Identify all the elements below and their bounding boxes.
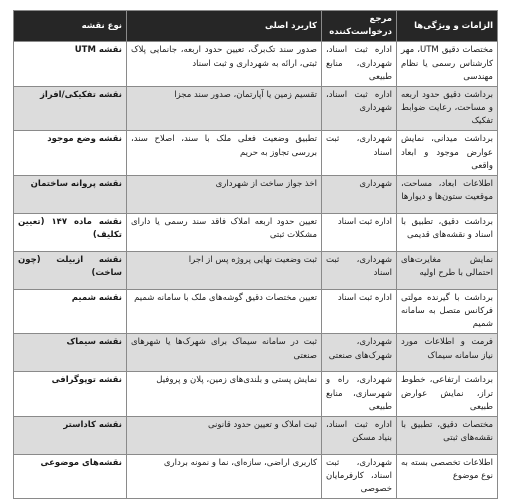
document-page xyxy=(14,10,498,499)
authority-cell: شهرداری، راه و شهرسازی، منابع طبیعی xyxy=(322,372,397,417)
authority-cell: شهرداری xyxy=(322,175,397,213)
table-row xyxy=(14,454,498,499)
authority-cell: شهرداری، ثبت اسناد، کارفرمایان خصوصی xyxy=(322,454,397,499)
usage-cell: صدور سند تک‌برگ، تعیین حدود اربعه، جانمایی پلاک ثبتی، ارائه به شهرداری و ثبت اسناد xyxy=(127,42,322,87)
table-row xyxy=(14,213,498,251)
usage-cell: تقسیم زمین یا آپارتمان، صدور سند مجزا xyxy=(127,86,322,131)
map-type-cell: نقشه‌های موضوعی xyxy=(14,454,127,499)
requirements-cell: مختصات دقیق UTM، مهر کارشناس رسمی یا نظام مهندسی xyxy=(397,42,498,87)
map-type-cell: نقشه سیماک xyxy=(14,334,127,372)
usage-cell: کاربری اراضی، سازه‌ای، نما و نمونه برداری xyxy=(127,454,322,499)
requirements-cell: اطلاعات تخصصی بسته به نوع موضوع xyxy=(397,454,498,499)
map-type-cell: نقشه تفکیکی/افراز xyxy=(14,86,127,131)
table-row xyxy=(14,175,498,213)
map-type-cell: نقشه شمیم xyxy=(14,289,127,334)
table-row xyxy=(14,86,498,131)
requirements-cell: برداشت دقیق، تطبیق با اسناد و نقشه‌های قدیمی xyxy=(397,213,498,251)
authority-cell: اداره ثبت اسناد، شهرداری، منابع طبیعی xyxy=(322,42,397,87)
requirements-cell: مختصات دقیق، تطبیق با نقشه‌های ثبتی xyxy=(397,416,498,454)
table-row xyxy=(14,251,498,289)
table-header-row xyxy=(14,11,498,42)
header-requirements: الزامات و ویژگی‌ها xyxy=(397,11,498,42)
authority-cell: اداره ثبت اسناد، شهرداری xyxy=(322,86,397,131)
requirements-cell: نمایش مغایرت‌های احتمالی با طرح اولیه xyxy=(397,251,498,289)
usage-cell: ثبت املاک و تعیین حدود قانونی xyxy=(127,416,322,454)
requirements-cell: برداشت دقیق حدود اربعه و مساحت، رعایت ضوابط تفکیک xyxy=(397,86,498,131)
table-row xyxy=(14,42,498,87)
authority-cell: اداره ثبت اسناد، بنیاد مسکن xyxy=(322,416,397,454)
map-type-cell: نقشه توپوگرافی xyxy=(14,372,127,417)
header-usage: کاربرد اصلی xyxy=(127,11,322,42)
requirements-cell: اطلاعات ابعاد، مساحت، موقعیت ستون‌ها و دیوارها xyxy=(397,175,498,213)
requirements-cell: برداشت ارتفاعی، خطوط تراز، نمایش عوارض طبیعی xyxy=(397,372,498,417)
requirements-cell: برداشت میدانی، نمایش عوارض موجود و ابعاد واقعی xyxy=(397,131,498,176)
table-row xyxy=(14,372,498,417)
map-type-cell: نقشه UTM xyxy=(14,42,127,87)
usage-cell: تطبیق وضعیت فعلی ملک با سند، اصلاح سند، بررسی تجاوز به حریم xyxy=(127,131,322,176)
table-row xyxy=(14,334,498,372)
map-type-cell: نقشه کاداستر xyxy=(14,416,127,454)
authority-cell: اداره ثبت اسناد xyxy=(322,213,397,251)
requirements-cell: برداشت با گیرنده مولتی فرکانس متصل به سامانه شمیم xyxy=(397,289,498,334)
usage-cell: اخذ جواز ساخت از شهرداری xyxy=(127,175,322,213)
authority-cell: اداره ثبت اسناد xyxy=(322,289,397,334)
authority-cell: شهرداری، ثبت اسناد xyxy=(322,251,397,289)
table-row xyxy=(14,289,498,334)
usage-cell: تعیین مختصات دقیق گوشه‌های ملک با سامانه شمیم xyxy=(127,289,322,334)
map-type-cell: نقشه ماده ۱۴۷ (تعیین تکلیف) xyxy=(14,213,127,251)
map-type-cell: نقشه وضع موجود xyxy=(14,131,127,176)
requirements-cell: فرمت و اطلاعات مورد نیاز سامانه سیماک xyxy=(397,334,498,372)
table-row xyxy=(14,416,498,454)
table-body xyxy=(14,42,498,499)
map-type-cell: نقشه ازبیلت (چون ساخت) xyxy=(14,251,127,289)
usage-cell: نمایش پستی و بلندی‌های زمین، پلان و پروفیل xyxy=(127,372,322,417)
map-type-cell: نقشه پروانه ساختمان xyxy=(14,175,127,213)
usage-cell: ثبت در سامانه سیماک برای شهرک‌ها یا شهرهای صنعتی xyxy=(127,334,322,372)
authority-cell: شهرداری، شهرک‌های صنعتی xyxy=(322,334,397,372)
header-map-type: نوع نقشه xyxy=(14,11,127,42)
table-row xyxy=(14,131,498,176)
map-types-table xyxy=(13,10,498,499)
header-authority: مرجع درخواست‌کننده xyxy=(322,11,397,42)
usage-cell: تعیین حدود اربعه املاک فاقد سند رسمی یا دارای مشکلات ثبتی xyxy=(127,213,322,251)
authority-cell: شهرداری، ثبت اسناد xyxy=(322,131,397,176)
usage-cell: ثبت وضعیت نهایی پروژه پس از اجرا xyxy=(127,251,322,289)
